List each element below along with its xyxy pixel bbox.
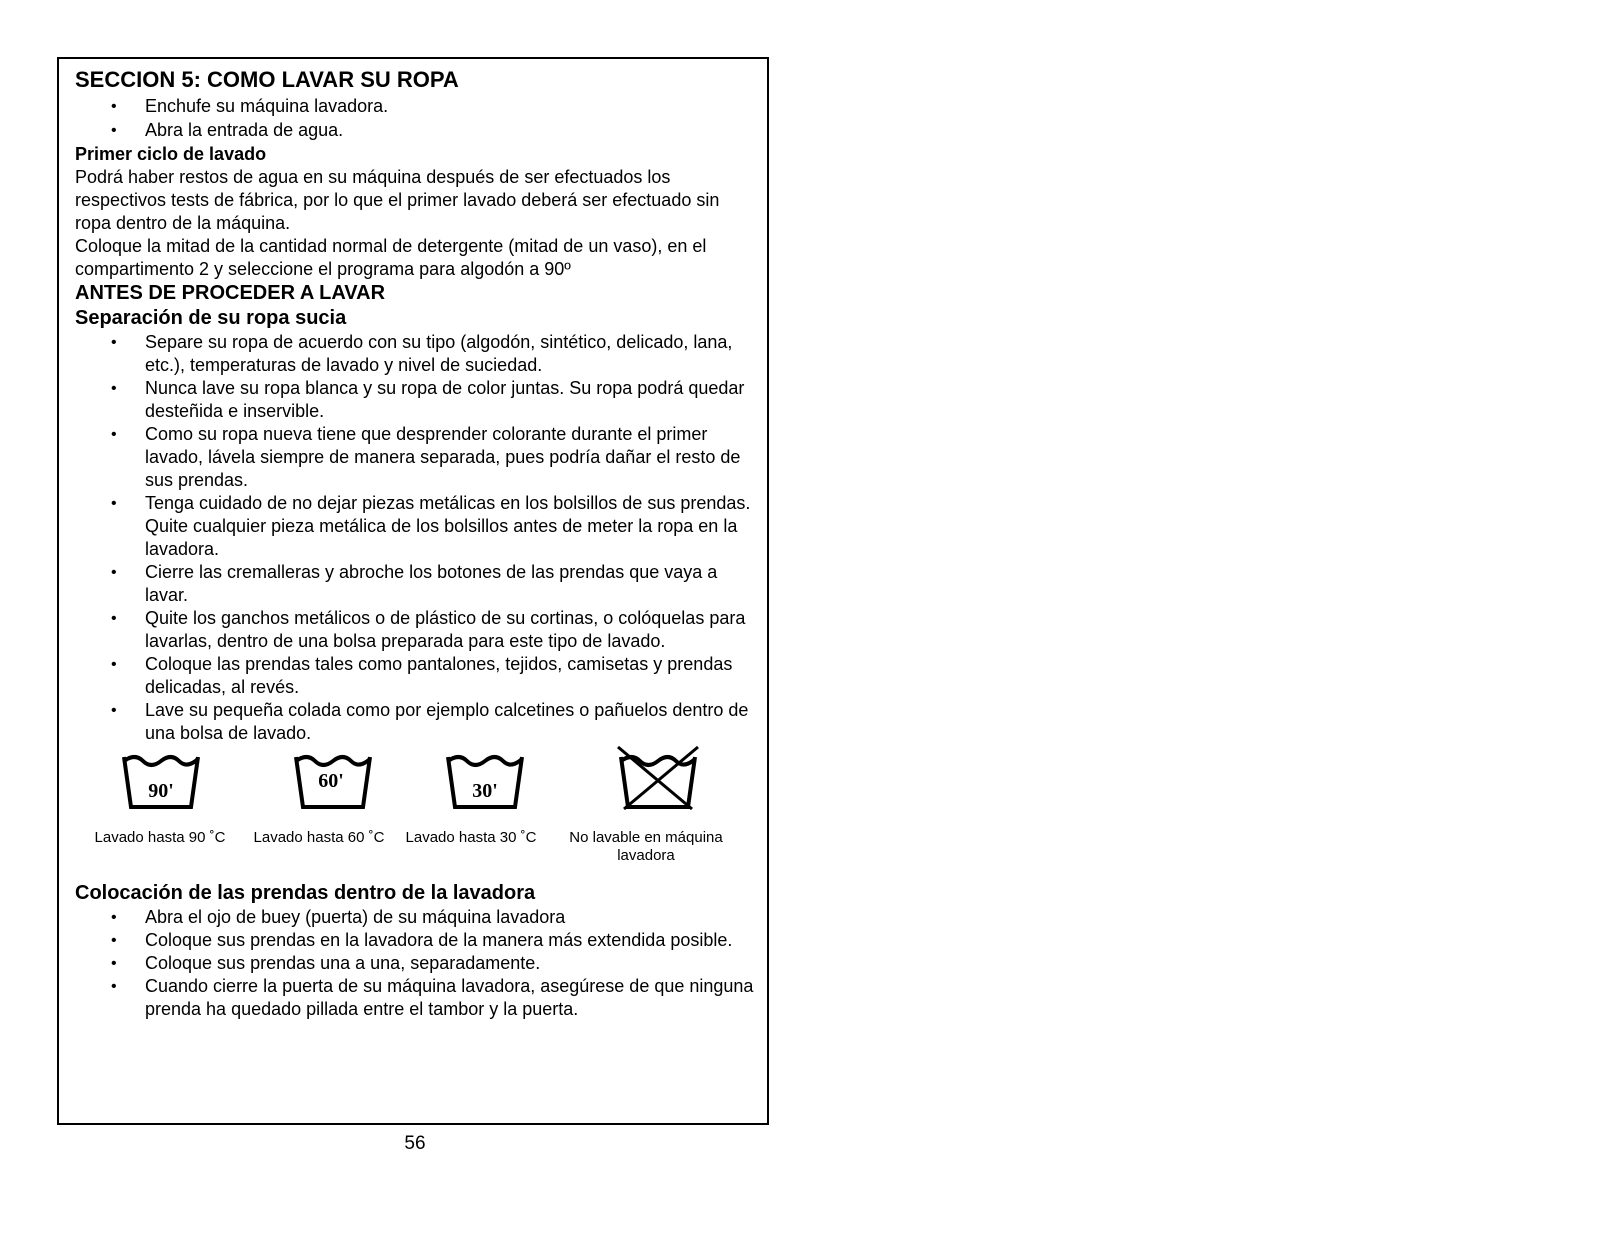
list-item: • Coloque las prendas tales como pantalones, tejidos, camisetas y prendas delicadas, al revés.	[111, 654, 733, 697]
svg-text:90': 90'	[148, 780, 174, 802]
wash-30-label: Lavado hasta 30 ˚C	[405, 829, 537, 846]
bullet-icon: •	[111, 955, 117, 972]
first-cycle-heading: Primer ciclo de lavado	[75, 144, 267, 164]
bullet-icon: •	[111, 426, 117, 443]
wash-90-label: Lavado hasta 90 ˚C	[94, 829, 226, 846]
bullet-icon: •	[111, 656, 117, 673]
wash-60-icon	[293, 751, 373, 813]
bullet-icon: •	[111, 564, 117, 581]
list-item: • Lave su pequeña colada como por ejemplo calcetines o pañuelos dentro de una bolsa de lavado.	[111, 700, 749, 743]
first-cycle-paragraph-2: Coloque la mitad de la cantidad normal de detergente (mitad de un vaso), en el compartimento 2 y seleccione el programa para algodón a 90º	[75, 236, 707, 279]
do-not-wash-icon	[616, 745, 700, 813]
list-item: • Abra el ojo de buey (puerta) de su máquina lavadora	[111, 907, 566, 927]
list-item: • Quite los ganchos metálicos o de plástico de su cortinas, o colóquelas para lavarlas, dentro de una bolsa preparada para este tipo de lavado.	[111, 608, 746, 651]
list-item: • Cuando cierre la puerta de su máquina lavadora, asegúrese de que ninguna prenda ha quedado pillada entre el tambor y la puerta.	[111, 976, 754, 1019]
page-content	[75, 67, 755, 1021]
intro-list	[75, 95, 755, 142]
wash-30-icon	[445, 751, 525, 813]
bullet-icon: •	[111, 495, 117, 512]
page-number: 56	[404, 1133, 426, 1154]
loading-heading: Colocación de las prendas dentro de la lavadora	[75, 882, 536, 904]
bullet-icon: •	[111, 909, 117, 926]
sorting-list	[75, 331, 755, 745]
wash-90-icon	[121, 751, 201, 813]
first-cycle-paragraph-1: Podrá haber restos de agua en su máquina después de ser efectuados los respectivos tests de fábrica, por lo que el primer lavado deberá ser efectuado sin ropa dentro de la máquina.	[75, 167, 720, 233]
bullet-icon: •	[111, 98, 117, 115]
list-item: • Nunca lave su ropa blanca y su ropa de color juntas. Su ropa podrá quedar desteñida e inservible.	[111, 378, 745, 421]
bullet-icon: •	[111, 932, 117, 949]
bullet-icon: •	[111, 702, 117, 719]
svg-text:30': 30'	[472, 780, 498, 802]
list-item: • Tenga cuidado de no dejar piezas metálicas en los bolsillos de sus prendas. Quite cualquier pieza metálica de los bolsillos antes de meter la ropa en la lavadora.	[111, 493, 751, 559]
list-item: • Coloque sus prendas en la lavadora de la manera más extendida posible.	[111, 930, 733, 950]
wash-symbols	[75, 751, 755, 879]
bullet-icon: •	[111, 122, 117, 139]
list-item: • Coloque sus prendas una a una, separadamente.	[111, 953, 541, 973]
bullet-icon: •	[111, 978, 117, 995]
sorting-subheading: Separación de su ropa sucia	[75, 307, 347, 329]
wash-60-label: Lavado hasta 60 ˚C	[253, 829, 385, 846]
page-frame	[57, 57, 769, 1125]
loading-list	[75, 906, 755, 1021]
svg-text:60': 60'	[318, 770, 344, 792]
list-item: • Separe su ropa de acuerdo con su tipo (algodón, sintético, delicado, lana, etc.), temperaturas de lavado y nivel de suciedad.	[111, 332, 733, 375]
section-title: SECCION 5: COMO LAVAR SU ROPA	[75, 67, 459, 92]
list-item: • Como su ropa nueva tiene que desprender colorante durante el primer lavado, lávela siempre de manera separada, pues podría dañar el resto de sus prendas.	[111, 424, 741, 490]
bullet-icon: •	[111, 610, 117, 627]
list-item: • Cierre las cremalleras y abroche los botones de las prendas que vaya a lavar.	[111, 562, 718, 605]
bullet-icon: •	[111, 380, 117, 397]
bullet-icon: •	[111, 334, 117, 351]
list-item: • Abra la entrada de agua.	[111, 120, 344, 140]
before-washing-heading: ANTES DE PROCEDER A LAVAR	[75, 282, 386, 304]
do-not-wash-label: No lavable en máquina lavadora	[569, 829, 723, 864]
list-item: • Enchufe su máquina lavadora.	[111, 96, 389, 116]
